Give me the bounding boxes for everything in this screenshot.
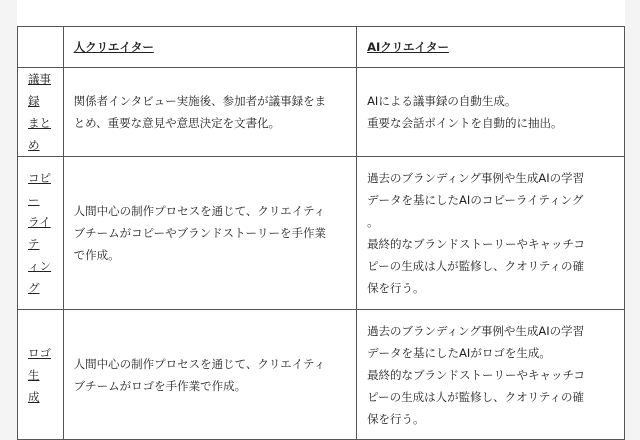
cell-line: 最終的なブランドストーリーやキャッチコ	[367, 237, 585, 251]
header-ai-creator	[357, 27, 625, 68]
cell-line: 。	[367, 215, 379, 229]
human-cell	[63, 68, 356, 157]
row-label-line: ロゴ生	[28, 345, 51, 382]
table-row	[18, 68, 625, 157]
cell-line: データを基にしたAIがロゴを生成。	[367, 345, 551, 360]
human-cell	[63, 310, 356, 440]
cell-line: ブチームがロゴを手作業で作成。	[73, 378, 247, 393]
header-empty-cell	[18, 27, 64, 68]
cell-line: AIによる議事録の自動生成。	[367, 94, 517, 108]
ai-cell	[357, 68, 625, 157]
row-label-copywriting	[18, 157, 64, 310]
row-label-line: 議事録	[28, 72, 51, 108]
table-row	[18, 310, 625, 440]
table-header-row	[18, 27, 625, 68]
comparison-table	[17, 26, 625, 440]
cell-line: ピーの生成は人が監修し、クオリティの確	[367, 259, 584, 273]
row-label-line: ライテ	[28, 215, 51, 251]
cell-line: 過去のブランディング事例や生成AIの学習	[367, 323, 585, 338]
cell-line: 過去のブランディング事例や生成AIの学習	[367, 171, 585, 185]
cell-line: 重要な会話ポイントを自動的に抽出。	[367, 116, 563, 130]
header-ai-label: AIクリエイター	[367, 40, 450, 54]
cell-line: データを基にしたAIのコピーライティング	[367, 193, 584, 207]
human-cell	[63, 157, 356, 310]
row-label-minutes	[18, 68, 64, 157]
cell-line: 保を行う。	[367, 411, 425, 426]
row-label-line: ィング	[28, 259, 51, 295]
cell-line: とめ、重要な意見や意思決定を文書化。	[73, 116, 281, 130]
cell-line: 保を行う。	[367, 281, 425, 295]
cell-line: 最終的なブランドストーリーやキャッチコ	[367, 367, 585, 382]
table-row	[18, 157, 625, 310]
header-human-label: 人クリエイター	[73, 40, 154, 54]
row-label-line: まとめ	[28, 116, 51, 152]
cell-line: 人間中心の制作プロセスを通じて、クリエイティ	[73, 356, 326, 371]
cell-line: ピーの生成は人が監修し、クオリティの確	[367, 389, 584, 404]
row-label-line: コピー	[28, 171, 51, 207]
cell-line: ブチームがコピーやブランドストーリーを手作業	[73, 226, 327, 240]
cell-line: 関係者インタビュー実施後、参加者が議事録をま	[73, 94, 327, 108]
ai-cell	[357, 157, 625, 310]
header-human-creator	[63, 27, 356, 68]
ai-cell	[357, 310, 625, 440]
row-label-logo	[18, 310, 64, 440]
row-label-line: 成	[28, 389, 40, 404]
cell-line: 人間中心の制作プロセスを通じて、クリエイティ	[73, 204, 326, 218]
cell-line: で作成。	[73, 248, 120, 262]
